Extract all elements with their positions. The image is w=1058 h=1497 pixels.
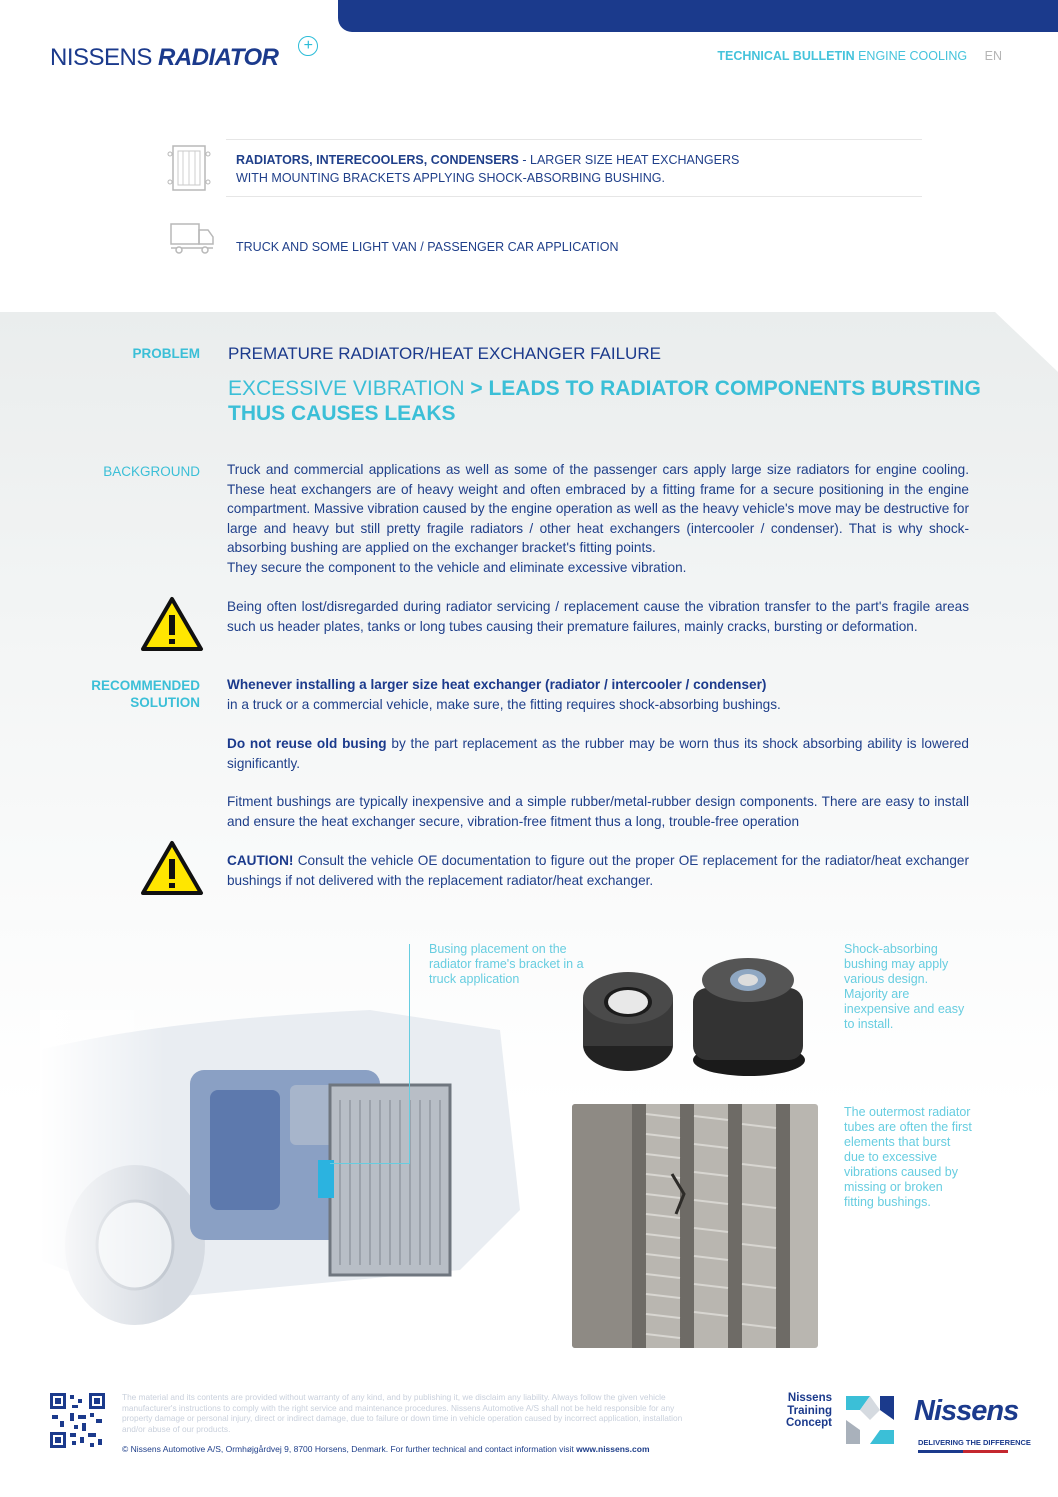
radiator-icon [165, 142, 213, 194]
problem-title: PREMATURE RADIATOR/HEAT EXCHANGER FAILURE [228, 344, 661, 363]
problem-label: PROBLEM [132, 346, 200, 361]
background-paragraph [227, 460, 969, 578]
application-truck [226, 238, 922, 256]
training-concept-label [762, 1392, 832, 1430]
language-code: EN [984, 49, 1002, 63]
solution-label-line1: RECOMMENDED [91, 678, 200, 693]
divider [226, 139, 922, 140]
application-bold: RADIATORS, INTERECOOLERS, CONDENSERS [236, 153, 519, 167]
divider [226, 196, 922, 197]
caution-rest: Consult the vehicle OE documentation to figure out the proper OE replacement for the radiator/heat exchanger bushings if not delivered with the replacement radiator/heat exchanger. [227, 853, 969, 888]
nissens-logo: Nissens [914, 1395, 1019, 1427]
solution-paragraph-3: Fitment bushings are typically inexpensive and a simple rubber/metal-rubber design components. There are easy to install and ensure the heat exchanger secure, vibration-free fitment thus a long, trouble-free operation [227, 794, 969, 829]
tagline-text: DELIVERING THE DIFFERENCE [918, 1438, 1031, 1447]
brand-regular: NISSENS [50, 44, 152, 71]
nissens-tagline [918, 1438, 1031, 1453]
application-truck-text: TRUCK AND SOME LIGHT VAN / PASSENGER CAR APPLICATION [236, 240, 619, 254]
qr-code[interactable] [50, 1393, 105, 1448]
solution-p2-bold: Do not reuse old busing [227, 736, 387, 751]
training-line-2: Training [787, 1404, 832, 1417]
background-text-end: They secure the component to the vehicle and eliminate excessive vibration. [227, 559, 687, 575]
truck-radiator-illustration [40, 1010, 540, 1340]
truck-icon [168, 220, 216, 256]
training-line-3: Concept [786, 1417, 832, 1429]
solution-paragraph-2 [227, 734, 969, 773]
caution-bold: CAUTION! [227, 853, 294, 868]
bulletin-header [717, 49, 1002, 63]
application-radiators [226, 151, 922, 187]
solution-paragraph-1 [227, 675, 969, 714]
brand-logo [50, 37, 313, 72]
brand-plus-icon: + [298, 36, 318, 56]
background-text: Truck and commercial applications as well as some of the passenger cars apply large size radiators for engine cooling. These heat exchangers are of heavy weight and often embraced by a fitting frame for a secure positioning in the engine compartment. Massive vibration caused by the engine operation as well as the heavy vehicle's move may be destructive for large and heavy but still pretty fragile radiators / other heat exchangers (intercooler / condenser). That is why shock- absorbing bushing are applied on the exchanger bracket's fitting points. [227, 462, 969, 556]
caution-paragraph [227, 851, 969, 890]
headline-light: EXCESSIVE VIBRATION [228, 377, 465, 400]
header-bar [338, 0, 1058, 32]
contact-line [122, 1444, 650, 1454]
problem-headline [228, 376, 988, 426]
contact-text: © Nissens Automotive A/S, Ormhøjgårdvej 9, 8700 Horsens, Denmark. For further technical and contact information visit [122, 1444, 577, 1454]
tagline-stripe [918, 1450, 1008, 1453]
training-concept-logo-icon [842, 1392, 898, 1448]
training-line-1: Nissens [787, 1392, 832, 1404]
callout-line [409, 944, 410, 1164]
busing-placement-caption: Busing placement on the radiator frame's bracket in a truck application [429, 942, 584, 986]
shock-absorbing-caption: Shock-absorbing bushing may apply various design. Majority are inexpensive and easy to install. [844, 942, 965, 1031]
outermost-tubes-caption: The outermost radiator tubes are often the first elements that burst due to excessive vibrations caused by missing or broken fitting bushings. [844, 1105, 972, 1209]
solution-label-line2: SOLUTION [130, 695, 200, 710]
solution-p2-rest: by the part replacement as the rubber may be worn thus its shock absorbing ability is lowered significantly. [227, 736, 969, 771]
background-label: BACKGROUND [103, 464, 200, 479]
bulletin-title: TECHNICAL BULLETIN [717, 49, 855, 63]
solution-p1-rest: in a truck or a commercial vehicle, make sure, the fitting requires shock-absorbing bushings. [227, 696, 781, 712]
application-line2: WITH MOUNTING BRACKETS APPLYING SHOCK-ABSORBING BUSHING. [236, 171, 665, 185]
application-line1: - LARGER SIZE HEAT EXCHANGERS [518, 153, 740, 167]
headline-bold: > LEADS TO RADIATOR COMPONENTS BURSTING THUS CAUSES LEAKS [228, 377, 981, 425]
radiator-tubes-photo [572, 1104, 818, 1348]
website-link[interactable]: www.nissens.com [576, 1444, 650, 1454]
callout-line [330, 1163, 410, 1164]
warning-paragraph: Being often lost/disregarded during radiator servicing / replacement cause the vibration transfer to the part's fragile areas such us header plates, tanks or long tubes causing their premature failures, mainly cracks, bursting or deformation. [227, 599, 969, 634]
bulletin-topic: ENGINE COOLING [858, 49, 968, 63]
warning-icon [140, 596, 204, 652]
brand-bold: RADIATOR [158, 44, 279, 71]
solution-p1-bold: Whenever installing a larger size heat exchanger (radiator / intercooler / condenser) [227, 677, 767, 692]
solution-label [40, 677, 200, 711]
bushings-photo [578, 950, 808, 1080]
caution-warning-icon [140, 840, 204, 896]
disclaimer-text: The material and its contents are provided without warranty of any kind, and by publishing it, we disclaim any liability. Always follow the given vehicle manufacturer's instructions to comply with the right service and maintenance procedures. Nissens Automotive A/S shall not be held responsible for any property damage or personal injury, direct or indirect damage, due to failure or down time in vehicle operation caused by incorrect application, installation and/or abuse of our products. [122, 1392, 683, 1434]
